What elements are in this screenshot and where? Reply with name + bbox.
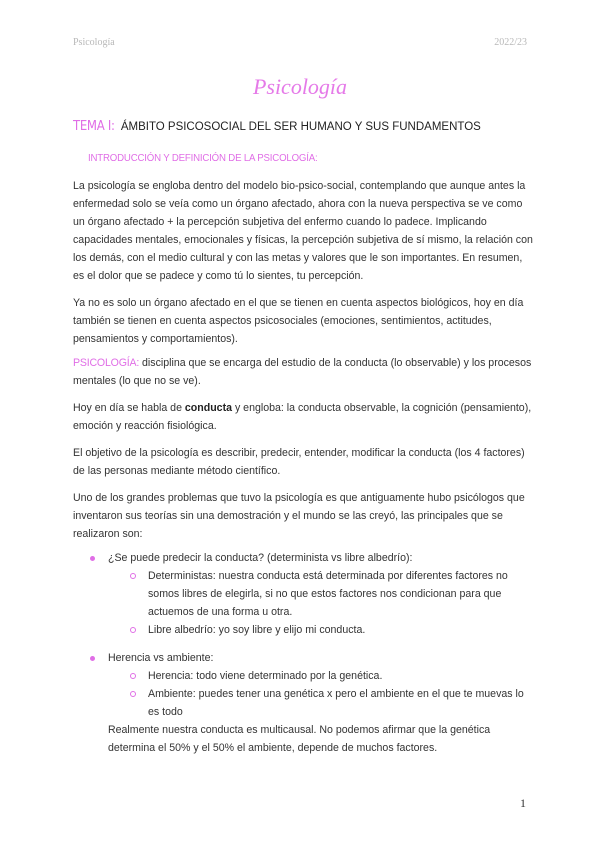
- sub-list-item: [73, 567, 533, 621]
- bullet-ring-icon: [130, 691, 136, 697]
- paragraph-1: La psicología se engloba dentro del modelo bio-psico-social, contemplando que aunque antes la enfermedad solo se veía como un órgano afectado, ahora con la nueva perspectiva se ve como un órgano afectado + la percepción subjetiva del enfermo cuando lo padece. Implicando capacidades mentales, emocionales y físicas, la percepción subjetiva de sí mismo, la relación con los demás, con el medio cultural y con las metas y valores que le son importantes. En resumen, es el dolor que se padece y como tú lo sientes, tu percepción.: [73, 180, 533, 282]
- section-subheading: INTRODUCCIÓN Y DEFINICIÓN DE LA PSICOLOGÍA:: [88, 152, 318, 164]
- header-right: 2022/23: [494, 37, 527, 48]
- bullet-ring-icon: [130, 673, 136, 679]
- header-left: Psicología: [73, 37, 115, 48]
- bullet-dot-icon: [90, 556, 95, 561]
- sub-item-text: Ambiente: puedes tener una genética x pero el ambiente en el que te muevas lo es todo: [148, 688, 524, 718]
- sub-item-text: Deterministas: nuestra conducta está determinada por diferentes factores no somos libres de elegirla, si no que estos factores nos condicionan para que actuemos de una forma u otra.: [148, 570, 508, 618]
- bullet-ring-icon: [130, 573, 136, 579]
- paragraph-problemas: Uno de los grandes problemas que tuvo la psicología es que antiguamente hubo psicólogos que inventaron sus teorías sin una demostración y el mundo se las creyó, las principales que se realizaron son:: [73, 492, 525, 540]
- sub-list-item: [73, 667, 533, 685]
- sub-item-text: Herencia: todo viene determinado por la genética.: [148, 670, 383, 682]
- paragraph-2: Ya no es solo un órgano afectado en el que se tienen en cuenta aspectos biológicos, hoy en día también se tienen en cuenta aspectos psicosociales (emociones, sentimientos, actitudes, pensamientos y comportamientos).: [73, 297, 524, 345]
- page-number: 1: [520, 796, 526, 810]
- paragraph-conducta: [73, 399, 533, 435]
- list-continuation: Realmente nuestra conducta es multicausal. No podemos afirmar que la genética determina el 50% y el 50% el ambiente, depende de muchos factores.: [108, 724, 491, 754]
- paragraph-objetivo: El objetivo de la psicología es describir, predecir, entender, modificar la conducta (los 4 factores) de las personas mediante método científico.: [73, 447, 525, 477]
- bullet-ring-icon: [130, 627, 136, 633]
- conducta-post: y engloba: la conducta observable, la cognición (pensamiento), emoción y reacción fisiológica.: [73, 402, 532, 432]
- sub-item-text: Libre albedrío: yo soy libre y elijo mi conducta.: [148, 624, 366, 636]
- list-item-text: Herencia vs ambiente:: [108, 652, 214, 664]
- definition-text: disciplina que se encarga del estudio de la conducta (lo observable) y los procesos mentales (lo que no se ve).: [73, 357, 532, 387]
- bullet-list-2: [73, 649, 533, 757]
- bullet-list-1: [73, 549, 533, 639]
- list-item: [73, 649, 533, 667]
- paragraph-definition: [73, 354, 533, 390]
- list-item: [73, 549, 533, 567]
- page-title: Psicología: [252, 74, 348, 99]
- tema-tag: TEMA I:: [73, 119, 115, 134]
- tema-heading: [73, 119, 481, 134]
- definition-term: PSICOLOGÍA:: [73, 357, 140, 369]
- bullet-dot-icon: [90, 656, 95, 661]
- conducta-pre: Hoy en día se habla de: [73, 402, 185, 414]
- sub-list-item: [73, 621, 533, 639]
- list-item-text: ¿Se puede predecir la conducta? (determinista vs libre albedrío):: [108, 552, 413, 564]
- sub-list-item: [73, 685, 533, 721]
- tema-text: ÁMBITO PSICOSOCIAL DEL SER HUMANO Y SUS FUNDAMENTOS: [120, 121, 481, 133]
- conducta-bold: conducta: [184, 402, 232, 414]
